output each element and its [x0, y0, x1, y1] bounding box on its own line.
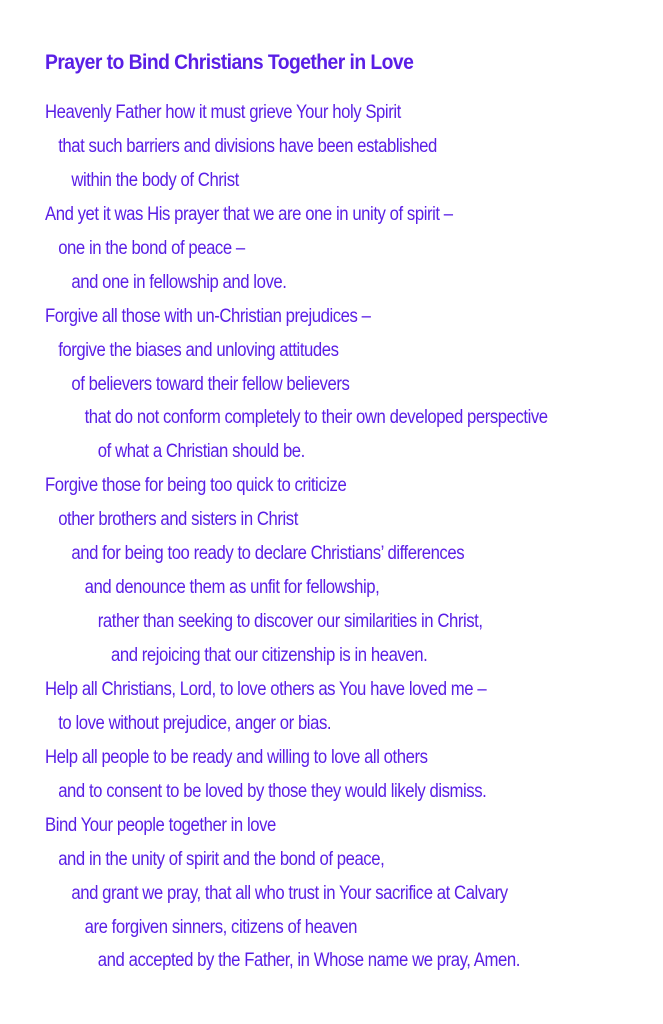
prayer-line: Help all people to be ready and willing to love all others: [45, 746, 428, 768]
prayer-line: and one in fellowship and love.: [71, 271, 287, 293]
prayer-line: and denounce them as unfit for fellowship,: [84, 577, 380, 599]
prayer-line: and for being too ready to declare Christians’ differences: [71, 543, 465, 565]
prayer-line: Forgive all those with un-Christian prejudices –: [45, 305, 371, 327]
prayer-line: within the body of Christ: [71, 169, 239, 191]
prayer-line: to love without prejudice, anger or bias.: [58, 712, 332, 734]
prayer-line: And yet it was His prayer that we are one in unity of spirit –: [45, 203, 453, 225]
prayer-line: Forgive those for being too quick to criticize: [45, 475, 347, 497]
prayer-line: Bind Your people together in love: [45, 814, 276, 836]
prayer-line: rather than seeking to discover our similarities in Christ,: [97, 611, 483, 633]
prayer-line: and rejoicing that our citizenship is in heaven.: [111, 645, 428, 666]
prayer-line: other brothers and sisters in Christ: [58, 509, 298, 531]
prayer-line: and to consent to be loved by those they would likely dismiss.: [58, 780, 487, 802]
prayer-line: of believers toward their fellow believers: [71, 373, 350, 395]
prayer-line: Heavenly Father how it must grieve Your holy Spirit: [45, 102, 401, 123]
prayer-line: are forgiven sinners, citizens of heaven: [84, 916, 357, 938]
prayer-line: that do not conform completely to their own developed perspective: [84, 407, 548, 429]
prayer-line: forgive the biases and unloving attitudes: [58, 339, 339, 361]
prayer-line: Help all Christians, Lord, to love others as You have loved me –: [45, 678, 487, 700]
prayer-line: and accepted by the Father, in Whose name we pray, Amen.: [97, 950, 520, 972]
prayer-body: [45, 96, 616, 978]
prayer-title: Prayer to Bind Christians Together in Love: [45, 51, 414, 74]
prayer-line: and in the unity of spirit and the bond of peace,: [58, 848, 385, 870]
prayer-line: that such barriers and divisions have been established: [58, 135, 437, 157]
prayer-line: of what a Christian should be.: [97, 441, 305, 463]
prayer-line: one in the bond of peace –: [58, 237, 245, 259]
prayer-line: and grant we pray, that all who trust in Your sacrifice at Calvary: [71, 882, 508, 904]
